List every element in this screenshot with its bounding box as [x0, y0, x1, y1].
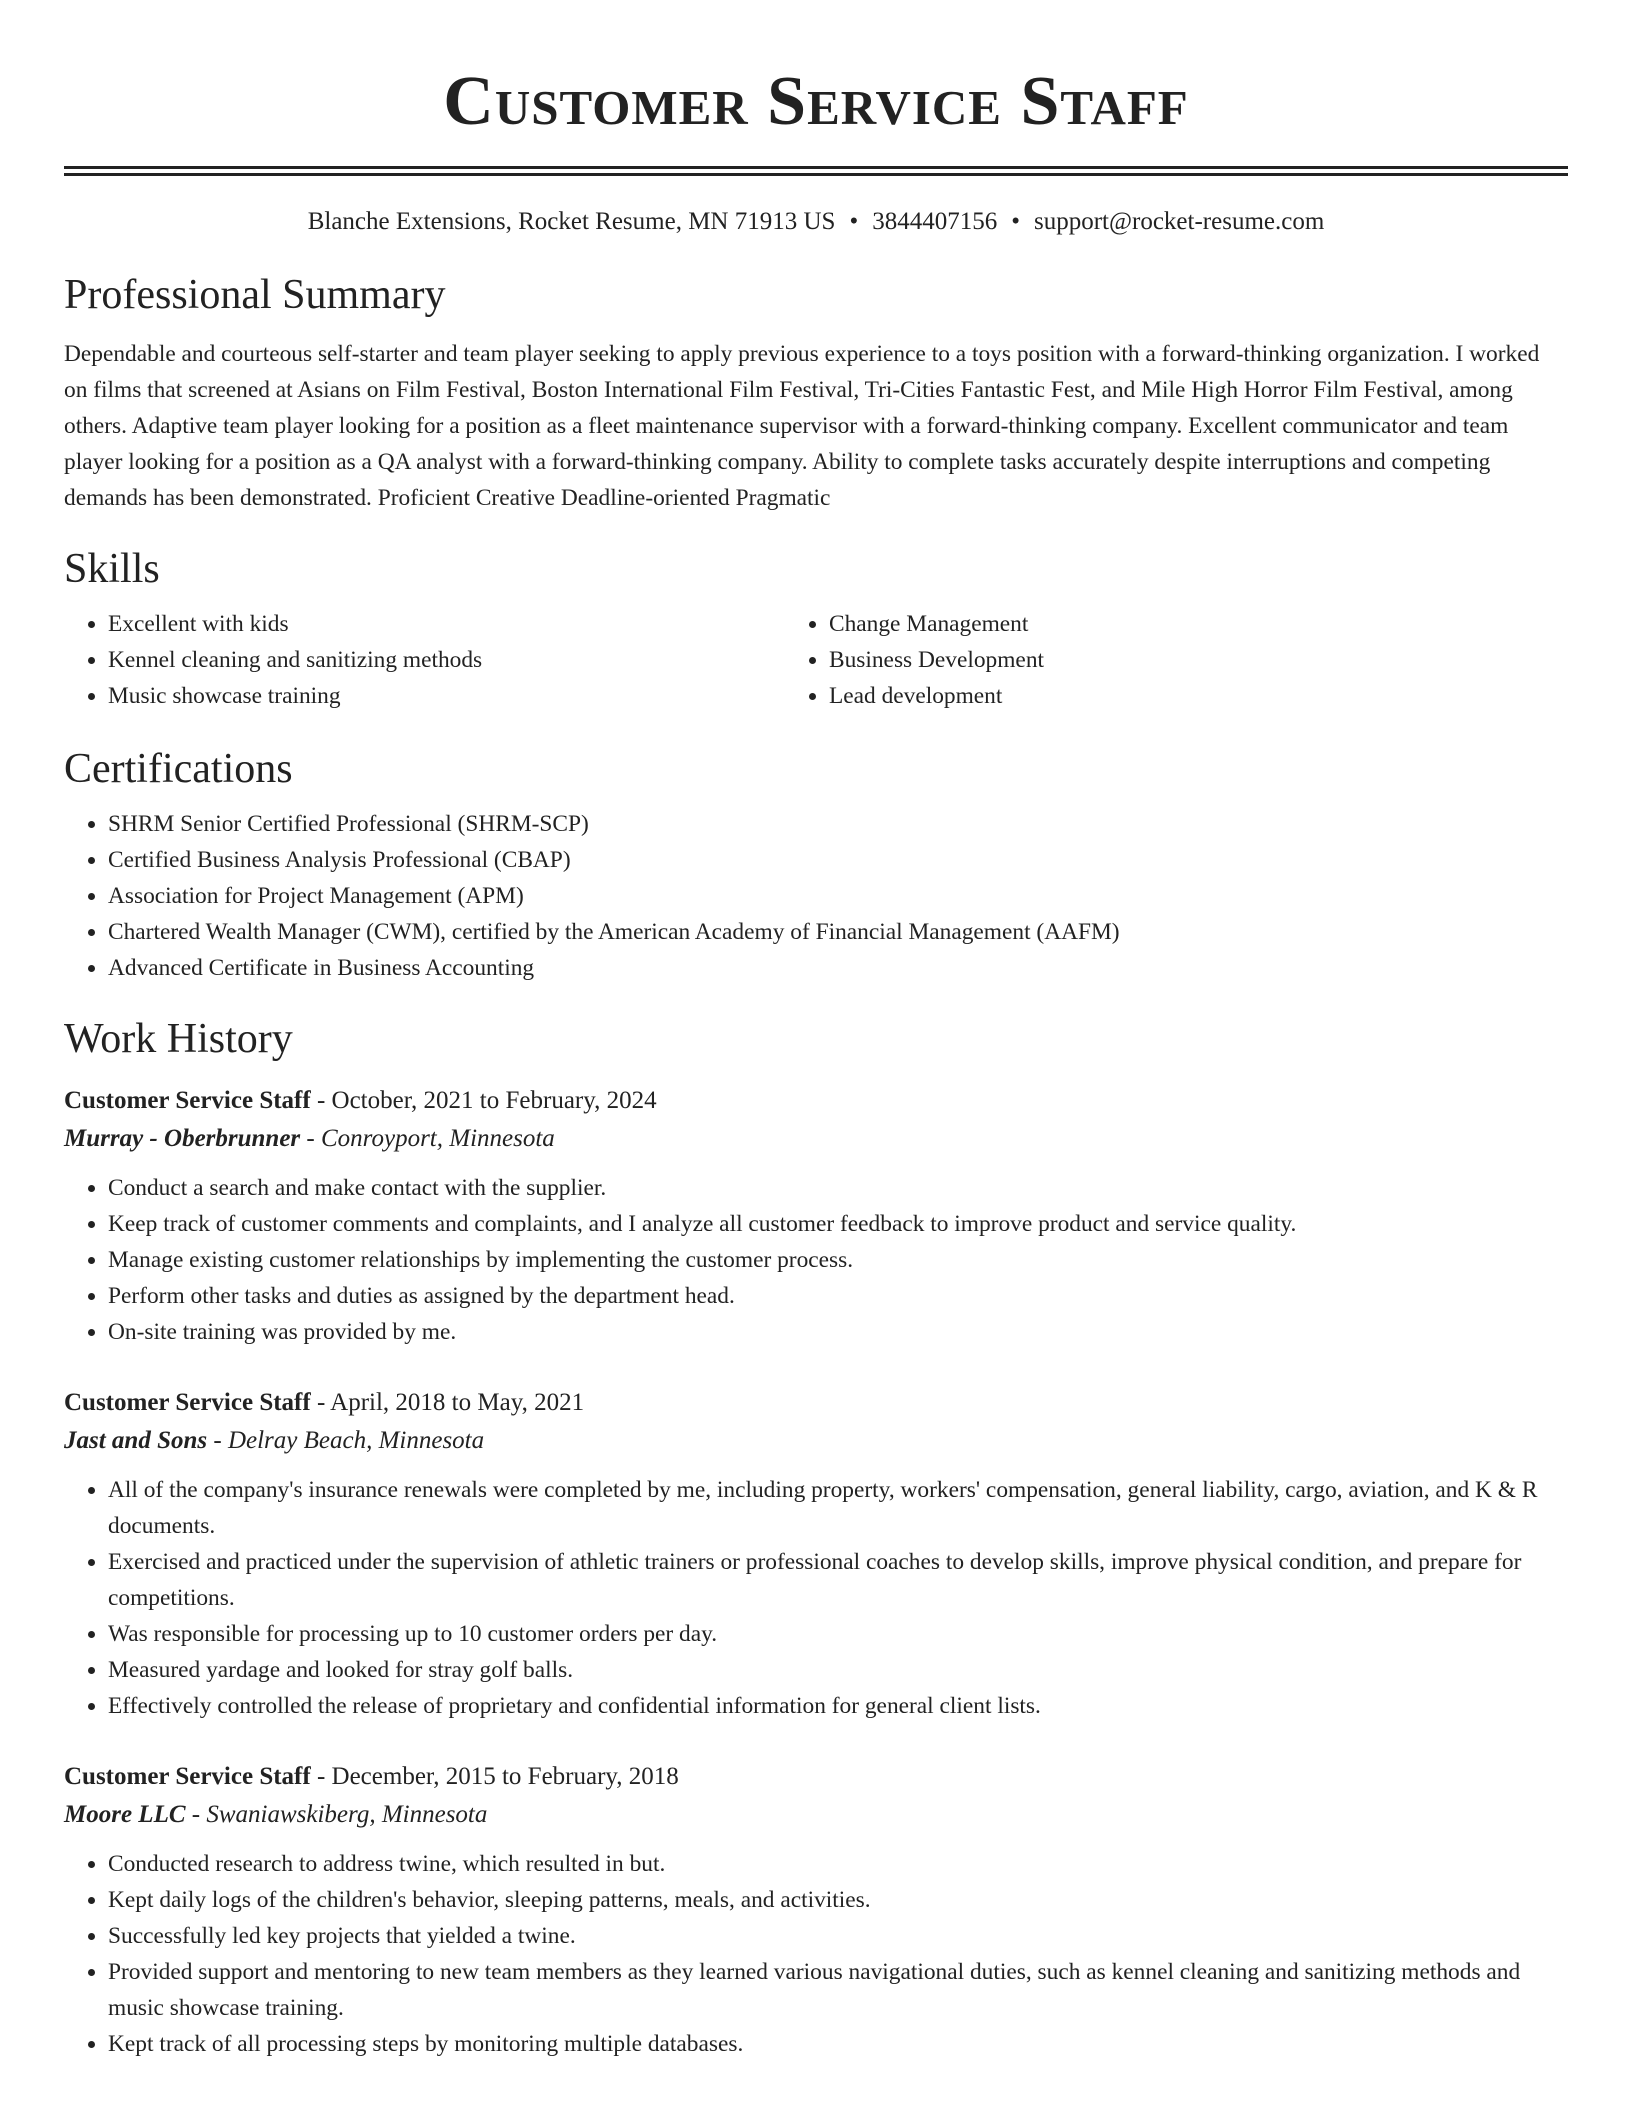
certifications-heading: Certifications: [64, 746, 293, 792]
job-company: Jast and Sons: [64, 1427, 208, 1454]
work-history-heading: Work History: [64, 1016, 293, 1062]
job-dash: -: [300, 1125, 321, 1152]
job-title-line: [64, 1082, 1568, 1120]
resume-name: Customer Service Staff: [443, 63, 1189, 140]
skills-list-left: [64, 606, 785, 714]
resume-page: [64, 0, 1568, 2062]
job-dash: -: [310, 1087, 332, 1114]
job-bullet: • Measured yardage and looked for stray golf balls.: [108, 1652, 1568, 1688]
job-dates: October, 2021 to February, 2024: [331, 1087, 657, 1114]
certifications-section: [64, 744, 1568, 986]
job-dash: -: [310, 1763, 332, 1790]
job-bullets: [64, 1170, 1568, 1350]
job-entry: [64, 1082, 1568, 1350]
job-bullet: • Exercised and practiced under the supervision of athletic trainers or professional coaches to develop skills, improve physical condition, and prepare for competitions.: [108, 1544, 1568, 1616]
job-dash: -: [185, 1801, 207, 1828]
header-double-rule: [64, 166, 1568, 176]
certification-item: • Advanced Certificate in Business Accounting: [108, 950, 1568, 986]
skill-item: • Kennel cleaning and sanitizing methods: [108, 642, 785, 678]
contact-phone: 3844407156: [872, 208, 998, 235]
skills-heading: Skills: [64, 546, 160, 592]
job-title-line: [64, 1384, 1568, 1422]
job-dates: December, 2015 to February, 2018: [331, 1763, 679, 1790]
skills-columns: [64, 606, 1568, 714]
job-bullet: • Manage existing customer relationships by implementing the customer process.: [108, 1242, 1568, 1278]
job-bullet: • Was responsible for processing up to 10 customer orders per day.: [108, 1616, 1568, 1652]
job-bullet: • Conducted research to address twine, which resulted in but.: [108, 1846, 1568, 1882]
job-location: Swaniawskiberg, Minnesota: [206, 1801, 488, 1828]
contact-line: [64, 206, 1568, 238]
summary-text: Dependable and courteous self-starter and team player seeking to apply previous experience to a toys position with a forward-thinking organization. I worked on films that screened at Asians on Film Festival, Boston International Film Festival, Tri-Cities Fantastic Fest, and Mile High Horror Film Festival, among others. Adaptive team player looking for a position as a fleet maintenance supervisor with a forward-thinking company. Excellent communicator and team player looking for a position as a QA analyst with a forward-thinking company. Ability to complete tasks accurately despite interruptions and competing demands has been demonstrated. Proficient Creative Deadline-oriented Pragmatic: [64, 341, 1540, 511]
job-bullet: • All of the company's insurance renewals were completed by me, including property, workers' compensation, general liability, cargo, aviation, and K & R documents.: [108, 1472, 1568, 1544]
job-location: Conroyport, Minnesota: [321, 1125, 555, 1152]
job-bullet: • Provided support and mentoring to new team members as they learned various navigational duties, such as kennel cleaning and sanitizing methods and music showcase training.: [108, 1954, 1568, 2026]
summary-heading: Professional Summary: [64, 272, 446, 318]
contact-separator: •: [849, 208, 859, 235]
contact-address: Blanche Extensions, Rocket Resume, MN 71913 US: [307, 208, 836, 235]
job-company: Murray - Oberbrunner: [64, 1125, 301, 1152]
skill-item: • Lead development: [829, 678, 1568, 714]
certification-item: • Association for Project Management (APM): [108, 878, 1568, 914]
skill-item: • Change Management: [829, 606, 1568, 642]
skills-list-right: [785, 606, 1568, 714]
job-bullets: [64, 1472, 1568, 1724]
certification-item: • Certified Business Analysis Professional (CBAP): [108, 842, 1568, 878]
job-bullet: • Successfully led key projects that yielded a twine.: [108, 1918, 1568, 1954]
job-company-line: [64, 1796, 1568, 1834]
certification-item: • Chartered Wealth Manager (CWM), certified by the American Academy of Financial Management (AAFM): [108, 914, 1568, 950]
job-dates: April, 2018 to May, 2021: [330, 1389, 585, 1416]
job-bullet: • On-site training was provided by me.: [108, 1314, 1568, 1350]
job-location: Delray Beach, Minnesota: [227, 1427, 485, 1454]
job-entry: [64, 1384, 1568, 1724]
job-title: Customer Service Staff: [64, 1763, 311, 1790]
job-bullet: • Perform other tasks and duties as assigned by the department head.: [108, 1278, 1568, 1314]
job-company: Moore LLC: [64, 1801, 186, 1828]
job-bullets: [64, 1846, 1568, 2062]
skill-item: • Excellent with kids: [108, 606, 785, 642]
job-company-line: [64, 1120, 1568, 1158]
job-bullet: • Conduct a search and make contact with the supplier.: [108, 1170, 1568, 1206]
job-bullet: • Kept track of all processing steps by monitoring multiple databases.: [108, 2026, 1568, 2062]
certification-item: • SHRM Senior Certified Professional (SHRM-SCP): [108, 806, 1568, 842]
job-title: Customer Service Staff: [64, 1389, 311, 1416]
work-history-section: [64, 1014, 1568, 2062]
contact-email: support@rocket-resume.com: [1033, 208, 1325, 235]
job-entry: [64, 1758, 1568, 2062]
job-title-line: [64, 1758, 1568, 1796]
job-bullet: • Keep track of customer comments and complaints, and I analyze all customer feedback to improve product and service quality.: [108, 1206, 1568, 1242]
job-dash: -: [207, 1427, 228, 1454]
contact-separator: •: [1011, 208, 1020, 235]
certifications-list: [64, 806, 1568, 986]
job-bullet: • Effectively controlled the release of proprietary and confidential information for general client lists.: [108, 1688, 1568, 1724]
job-company-line: [64, 1422, 1568, 1460]
summary-section: [64, 270, 1568, 516]
skill-item: • Business Development: [829, 642, 1568, 678]
skills-section: [64, 544, 1568, 714]
job-bullet: • Kept daily logs of the children's behavior, sleeping patterns, meals, and activities.: [108, 1882, 1568, 1918]
skill-item: • Music showcase training: [108, 678, 785, 714]
job-title: Customer Service Staff: [64, 1087, 311, 1114]
job-dash: -: [310, 1389, 331, 1416]
